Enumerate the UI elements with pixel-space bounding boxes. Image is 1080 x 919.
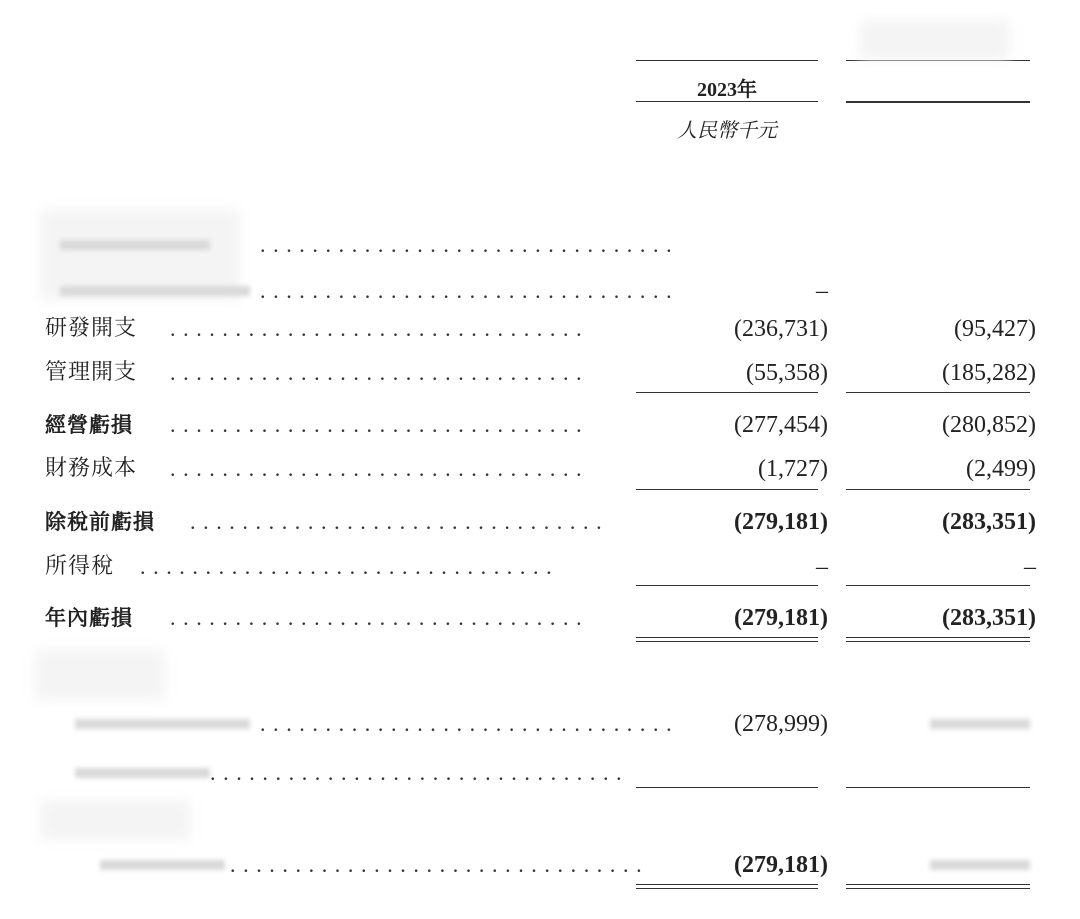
dot-leader: ................................ — [170, 456, 590, 481]
value-2023: – — [816, 278, 828, 304]
row-label: 經營虧損 — [45, 413, 133, 437]
dot-leader: ................................ — [210, 760, 630, 785]
dot-leader: ................................ — [260, 711, 680, 736]
table-row — [0, 709, 1080, 739]
value-comparative: – — [1024, 554, 1036, 580]
dot-leader: ................................ — [170, 605, 590, 630]
redacted-label — [75, 719, 250, 729]
table-row — [0, 603, 1080, 633]
dot-leader: ................................ — [170, 360, 590, 385]
value-2023: (236,731) — [734, 316, 828, 342]
subtotal-rule-col1 — [636, 489, 818, 490]
subtotal-rule-col2 — [846, 489, 1030, 490]
row-label: 所得稅 — [45, 554, 115, 579]
value-2023: (277,454) — [734, 412, 828, 438]
redacted-header-area — [860, 20, 1010, 60]
subtotal-rule-col1 — [636, 585, 818, 586]
redacted-label — [60, 286, 250, 296]
table-row — [0, 276, 1080, 306]
row-label: 除稅前虧損 — [45, 510, 155, 534]
dot-leader: ................................ — [230, 852, 650, 877]
header-top-rule-col1 — [636, 60, 818, 61]
value-comparative: (2,499) — [966, 456, 1036, 482]
dot-leader: ................................ — [140, 554, 560, 579]
table-row — [0, 358, 1080, 388]
subtotal-rule-col2 — [846, 392, 1030, 393]
header-top-rule-col2 — [846, 60, 1030, 61]
value-comparative: (185,282) — [942, 360, 1036, 386]
value-comparative: (283,351) — [942, 509, 1036, 535]
table-row — [0, 507, 1080, 537]
row-label: 研發開支 — [45, 316, 138, 341]
value-2023: (279,181) — [734, 509, 828, 535]
value-comparative: (280,852) — [942, 412, 1036, 438]
header-mid-rule-col1 — [636, 101, 818, 102]
total-double-rule-col2 — [846, 884, 1030, 889]
value-comparative: (95,427) — [954, 316, 1036, 342]
dot-leader: ................................ — [170, 412, 590, 437]
row-label: 年內虧損 — [45, 606, 133, 630]
value-2023: (55,358) — [746, 360, 828, 386]
value-2023: – — [816, 554, 828, 580]
total-double-rule-col1 — [636, 884, 818, 889]
table-row — [0, 410, 1080, 440]
subtotal-rule-col1 — [636, 787, 818, 788]
subtotal-rule-col2 — [846, 787, 1030, 788]
redacted-value — [930, 860, 1030, 870]
column-year-header: 2023年 — [697, 79, 757, 101]
table-row — [0, 314, 1080, 344]
redacted-label — [75, 768, 210, 778]
table-row — [0, 850, 1080, 880]
value-2023: (279,181) — [734, 852, 828, 878]
dot-leader: ................................ — [170, 316, 590, 341]
redacted-label — [100, 860, 225, 870]
subtotal-rule-col1 — [636, 392, 818, 393]
dot-leader: ................................ — [190, 509, 610, 534]
table-row — [0, 454, 1080, 484]
redacted-label — [60, 240, 210, 250]
redacted-value — [930, 719, 1030, 729]
table-row — [0, 758, 1080, 788]
header-mid-rule-col2 — [846, 101, 1030, 103]
value-2023: (1,727) — [758, 456, 828, 482]
column-unit-header: 人民幣千元 — [677, 118, 777, 142]
dot-leader: ................................ — [260, 232, 680, 257]
table-row — [0, 552, 1080, 582]
row-label: 管理開支 — [45, 360, 138, 385]
dot-leader: ................................ — [260, 278, 680, 303]
value-2023: (278,999) — [734, 711, 828, 737]
total-double-rule-col2 — [846, 637, 1030, 642]
redacted-section-heading — [35, 650, 165, 700]
table-row — [0, 230, 1080, 260]
total-double-rule-col1 — [636, 637, 818, 642]
redacted-section-heading — [40, 800, 190, 840]
value-2023: (279,181) — [734, 605, 828, 631]
value-comparative: (283,351) — [942, 605, 1036, 631]
row-label: 財務成本 — [45, 456, 138, 481]
subtotal-rule-col2 — [846, 585, 1030, 586]
